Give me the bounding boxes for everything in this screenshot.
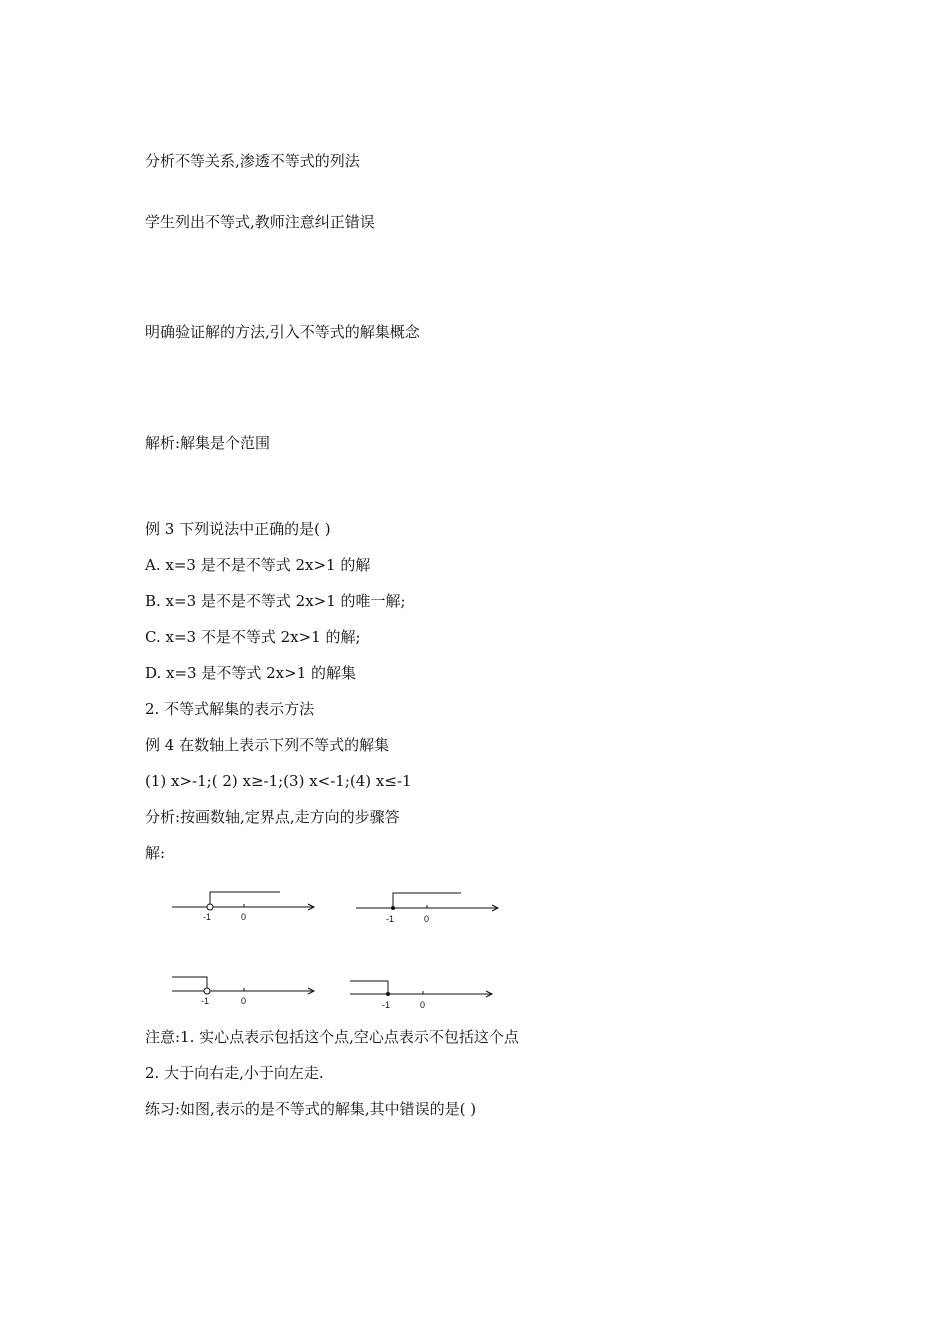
note-line-2: 2. 大于向右走,小于向左走. — [145, 1064, 324, 1082]
option-d: D. x=3 是不等式 2x>1 的解集 — [145, 664, 357, 682]
number-line-3 — [170, 970, 320, 1010]
boundary-label: -1 — [203, 912, 212, 922]
boundary-label: -1 — [382, 1000, 391, 1010]
open-point — [204, 988, 210, 994]
closed-point — [386, 992, 390, 996]
closed-point — [391, 906, 395, 910]
origin-label: 0 — [241, 996, 247, 1006]
option-c: C. x=3 不是不等式 2x>1 的解; — [145, 628, 361, 646]
number-line-2 — [354, 887, 504, 927]
solution-ray — [210, 892, 280, 907]
origin-label: 0 — [420, 1000, 426, 1010]
example-4-heading: 例 4 在数轴上表示下列不等式的解集 — [145, 736, 390, 754]
number-line-1 — [170, 886, 320, 926]
origin-label: 0 — [241, 912, 247, 922]
solution-ray — [350, 981, 388, 994]
analysis-line: 分析:按画数轴,定界点,走方向的步骤答 — [145, 808, 400, 826]
open-point — [207, 904, 213, 910]
boundary-label: -1 — [386, 914, 395, 924]
note-line-1: 注意:1. 实心点表示包括这个点,空心点表示不包括这个点 — [145, 1028, 519, 1046]
boundary-label: -1 — [201, 996, 210, 1006]
origin-label: 0 — [424, 914, 430, 924]
option-a: A. x=3 是不是不等式 2x>1 的解 — [145, 556, 371, 574]
solution-label: 解: — [145, 844, 166, 862]
exercise-line: 练习:如图,表示的是不等式的解集,其中错误的是( ) — [145, 1100, 477, 1118]
option-b: B. x=3 是不是不等式 2x>1 的唯一解; — [145, 592, 406, 610]
example-3-heading: 例 3 下列说法中正确的是( ) — [145, 520, 331, 538]
text-line: 明确验证解的方法,引入不等式的解集概念 — [145, 323, 420, 341]
text-line: 分析不等关系,渗透不等式的列法 — [145, 152, 360, 170]
text-line: 解析:解集是个范围 — [145, 434, 271, 452]
number-line-4 — [348, 973, 498, 1013]
inequality-list: (1) x>-1;( 2) x≥-1;(3) x<-1;(4) x≤-1 — [145, 772, 412, 790]
text-line: 学生列出不等式,教师注意纠正错误 — [145, 213, 375, 231]
solution-ray — [172, 977, 207, 991]
section-heading: 2. 不等式解集的表示方法 — [145, 700, 315, 718]
